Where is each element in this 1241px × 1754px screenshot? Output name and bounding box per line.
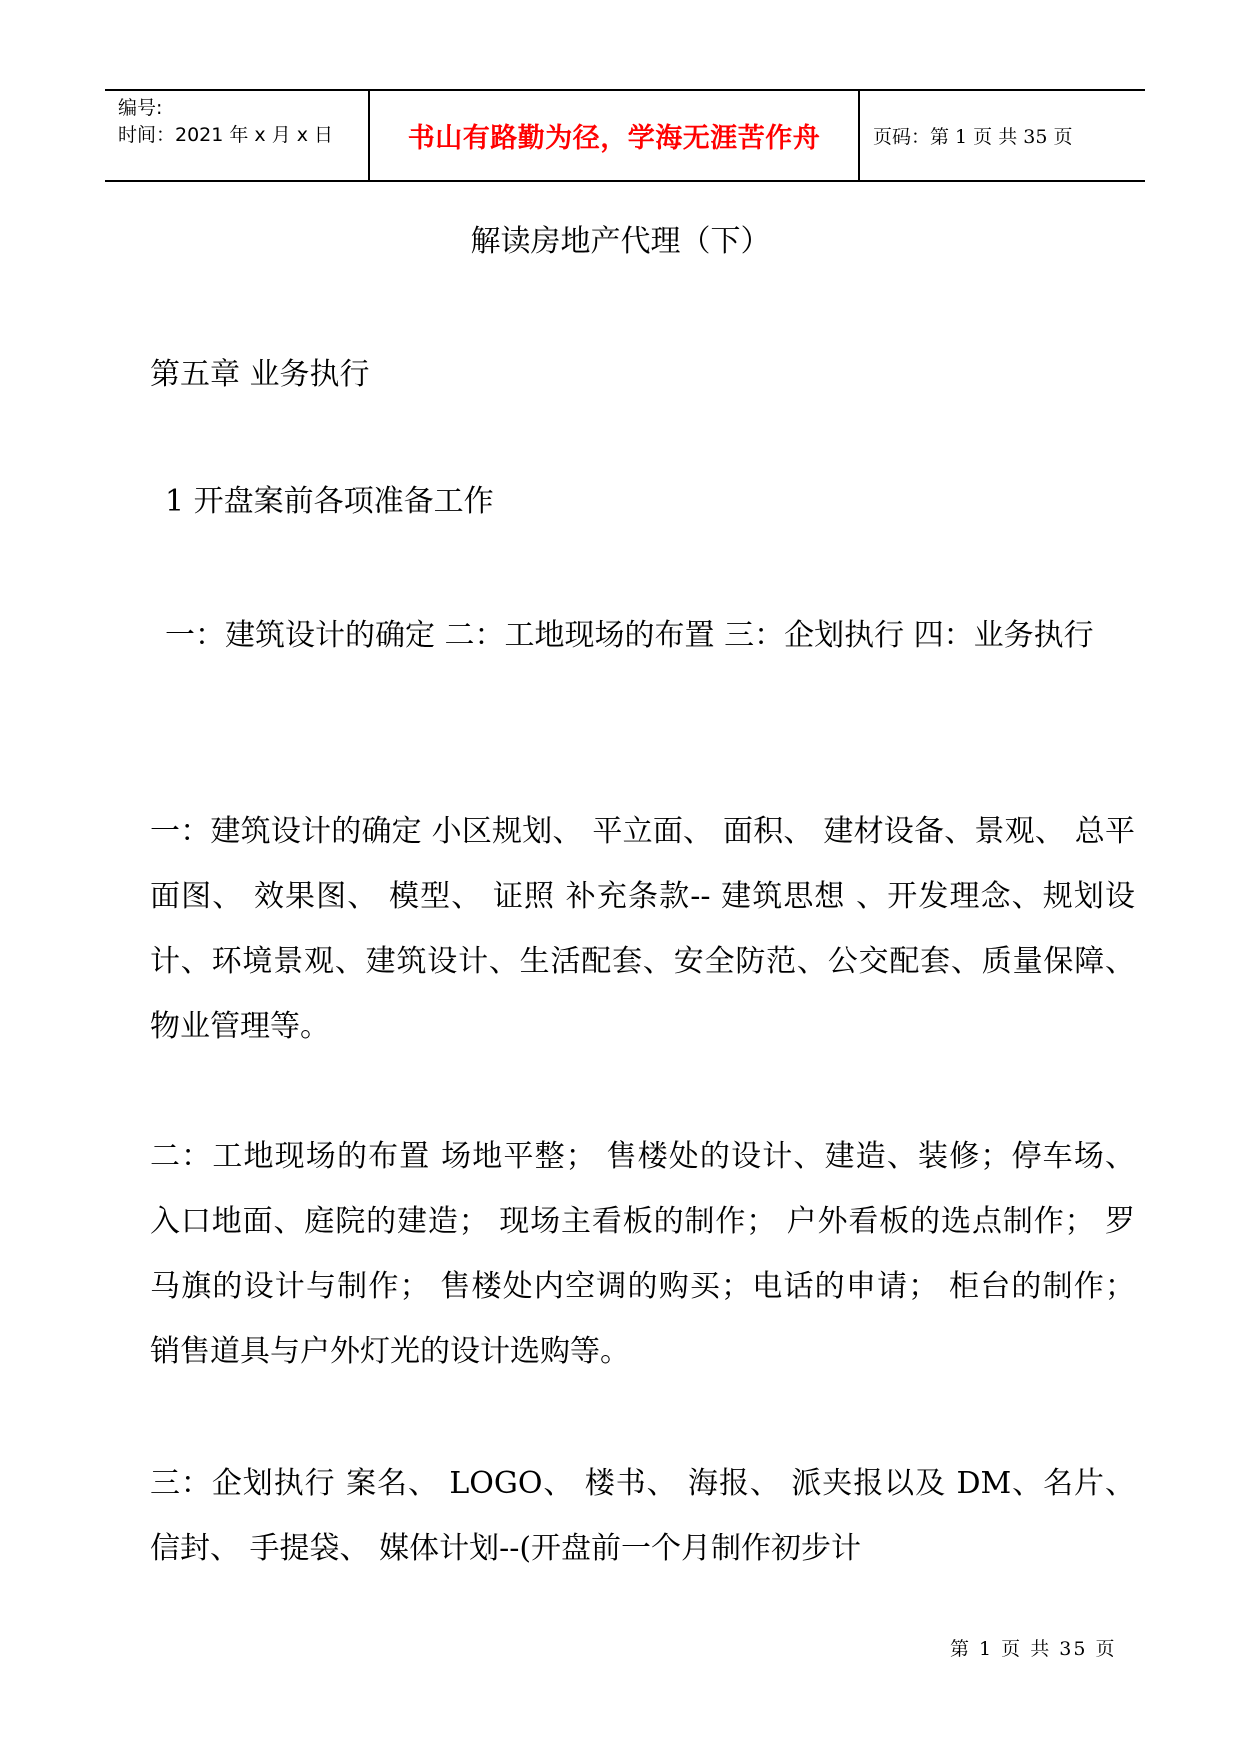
document-time-label: 时间：2021 年 x 月 x 日 xyxy=(118,124,334,146)
paragraph: 一：建筑设计的确定 小区规划、 平立面、 面积、 建材设备、景观、 总平面图、 效果图、 模型、 证照 补充条款-- 建筑思想 、开发理念、规划设计、环境景观、建筑设计、生活配套、安全防范、公交配套、质量保障、物业管理等。 xyxy=(150,814,1135,1044)
section-heading: 1 开盘案前各项准备工作 xyxy=(165,484,494,519)
document-title: 解读房地产代理（下） xyxy=(470,224,771,259)
header-meta xyxy=(118,95,333,149)
document-number-label: 编号: xyxy=(118,97,163,119)
header-page-info: 页码：第 1 页 共 35 页 xyxy=(873,126,1073,148)
paragraph: 三：企划执行 案名、 LOGO、 楼书、 海报、 派夹报以及 DM、名片、 信封、 手提袋、 媒体计划--(开盘前一个月制作初步计 xyxy=(150,1466,1135,1566)
document-header xyxy=(105,89,1145,182)
paragraph: 一：建筑设计的确定 二：工地现场的布置 三：企划执行 四：业务执行 xyxy=(165,618,1094,653)
chapter-heading: 第五章 业务执行 xyxy=(150,357,370,392)
header-motto: 书山有路勤为径，学海无涯苦作舟 xyxy=(407,123,821,154)
header-divider xyxy=(858,91,860,180)
page-footer: 第 1 页 共 35 页 xyxy=(950,1638,1117,1660)
paragraph: 二：工地现场的布置 场地平整； 售楼处的设计、建造、装修；停车场、 入口地面、庭院的建造； 现场主看板的制作； 户外看板的选点制作； 罗马旗的设计与制作； 售楼处内空调的购买；电话的申请； 柜台的制作； 销售道具与户外灯光的设计选购等。 xyxy=(150,1139,1135,1369)
